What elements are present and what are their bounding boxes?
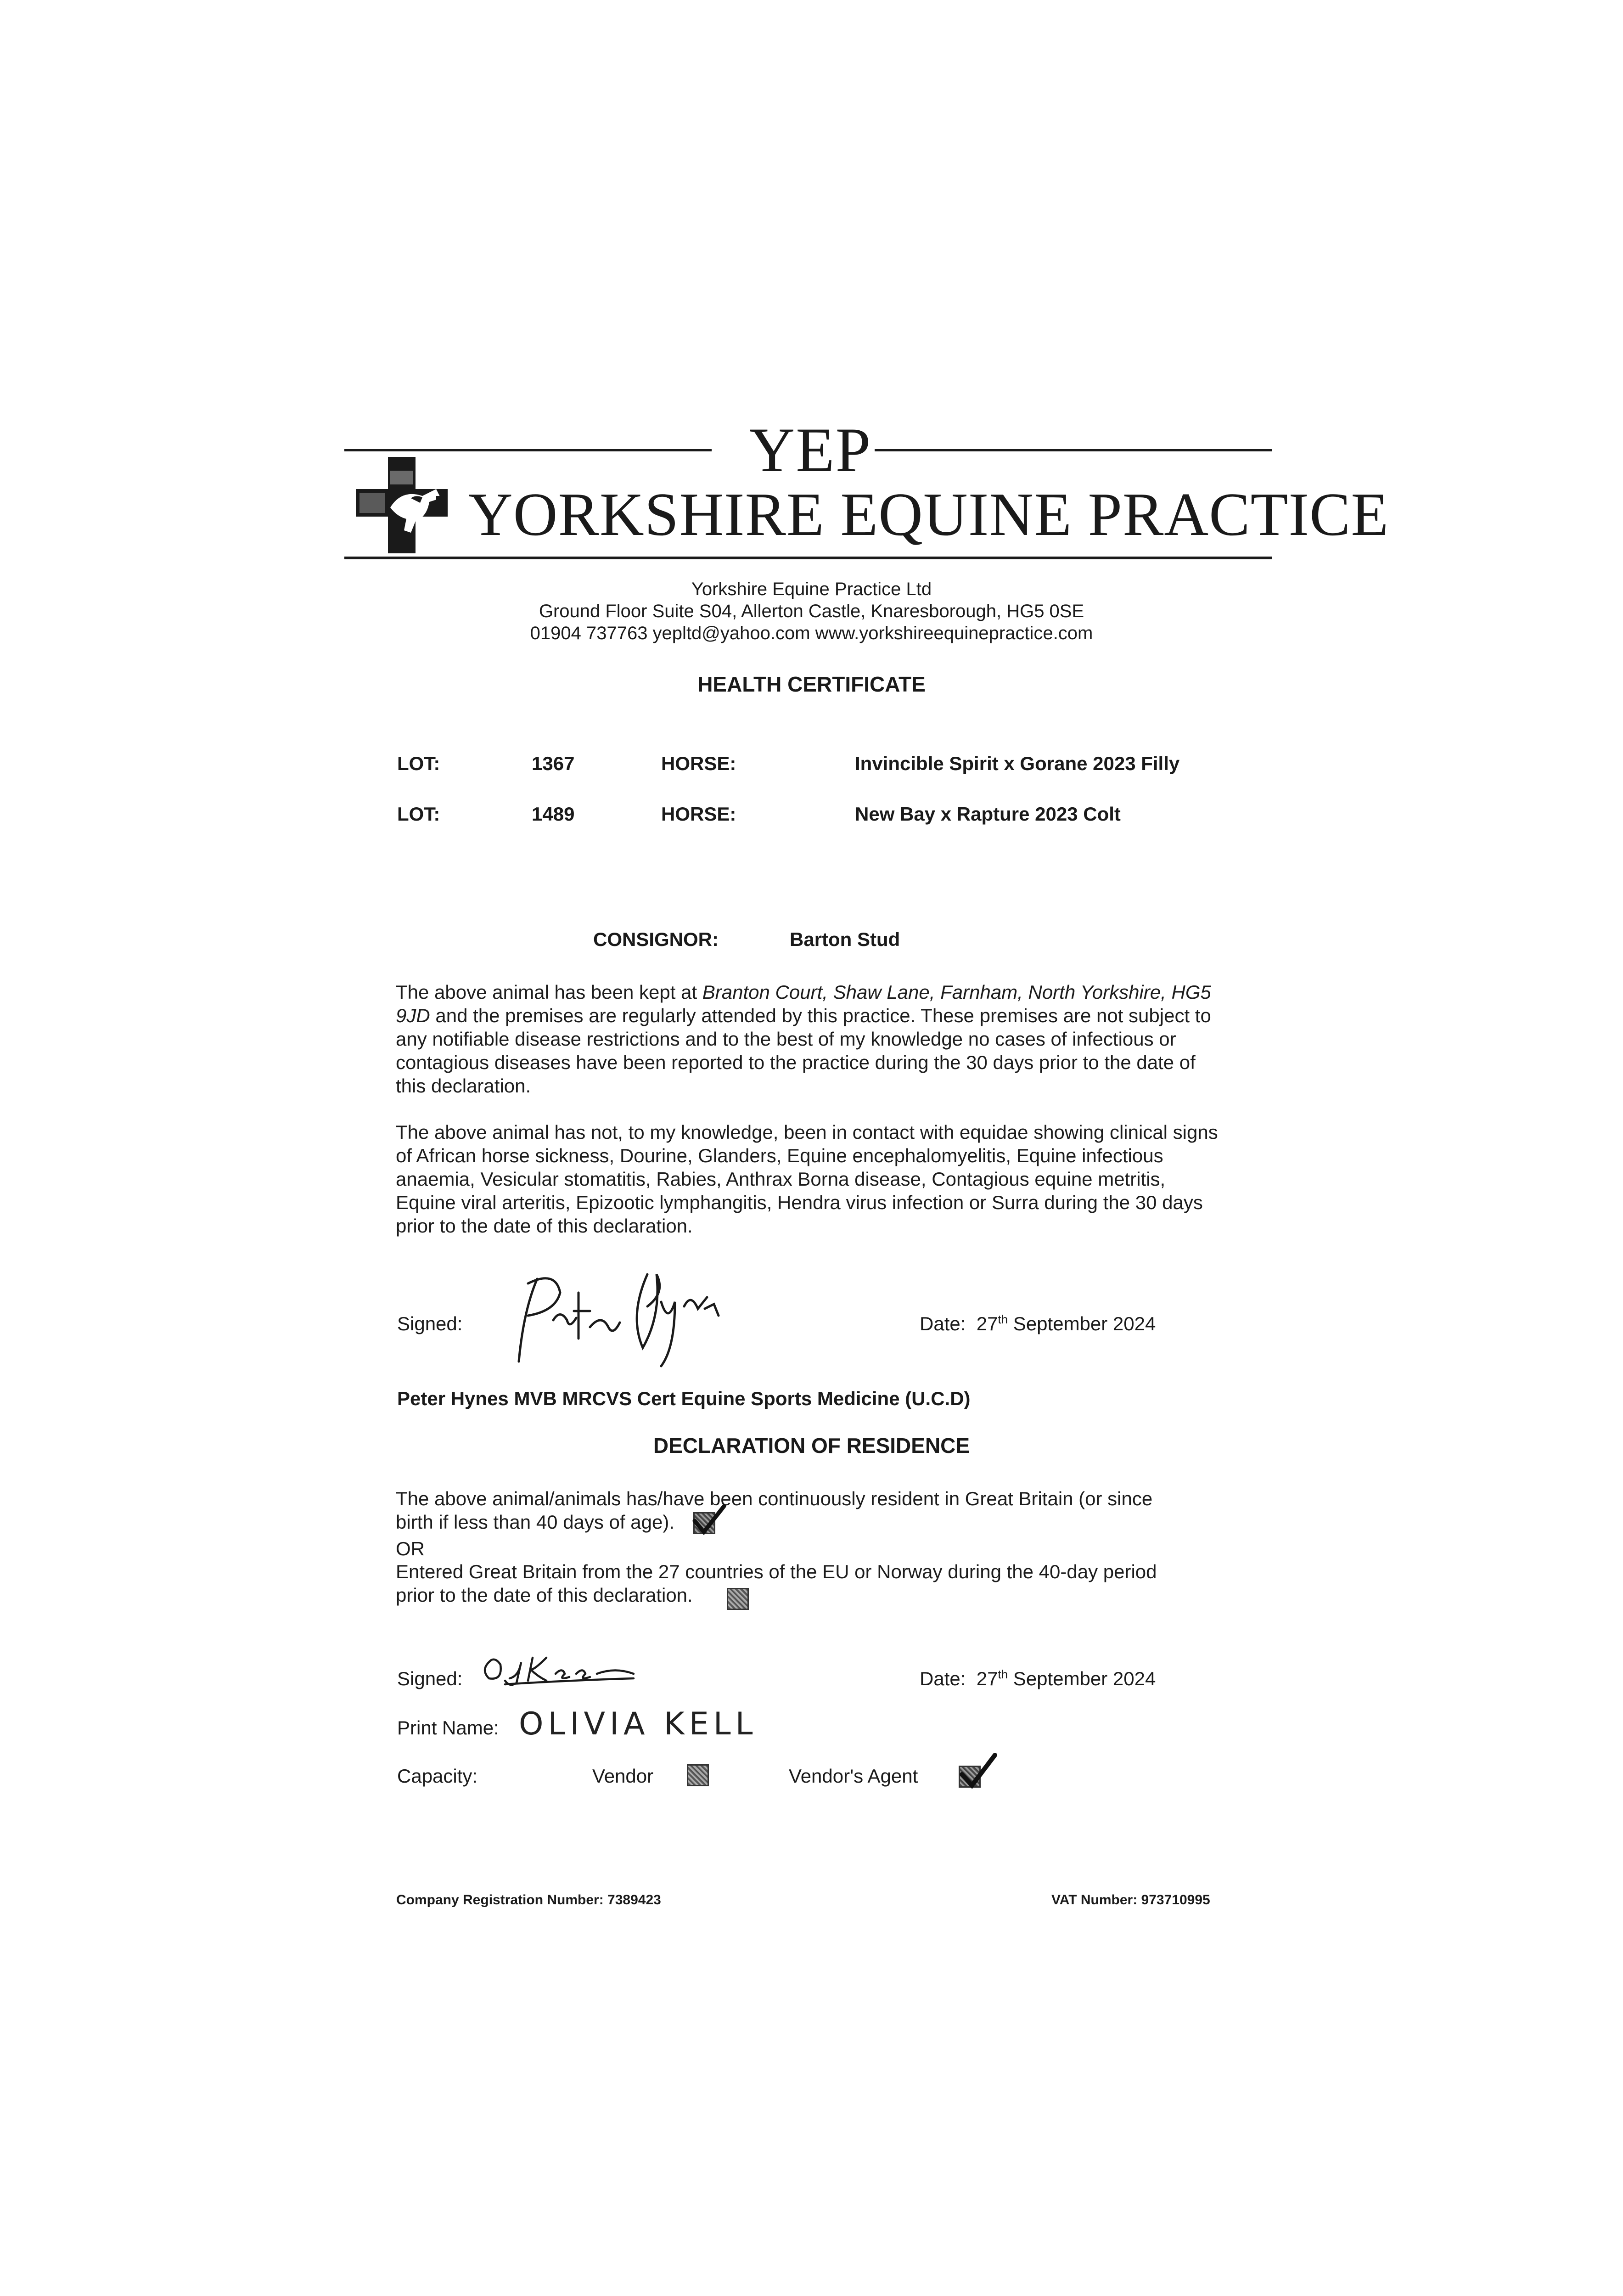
horse-label: HORSE: [661, 753, 736, 774]
agent-signed-label: Signed: [397, 1668, 463, 1689]
vet-date [920, 1311, 1156, 1337]
vendors-agent-label: Vendor's Agent [789, 1765, 918, 1787]
vendor-checkbox[interactable] [687, 1764, 709, 1786]
lot-label: LOT: [397, 803, 440, 825]
practice-name: YORKSHIRE EQUINE PRACTICE [468, 480, 1389, 548]
vet-signed-label: Signed: [397, 1313, 463, 1334]
agent-date [920, 1666, 1156, 1692]
vet-date-suffix: th [998, 1312, 1008, 1326]
vet-date-day: 27 [976, 1313, 998, 1334]
yep-short-name: YEP [749, 415, 872, 485]
premises-paragraph-prefix: The above animal has been kept at [396, 981, 702, 1003]
agent-date-day: 27 [976, 1668, 998, 1689]
letterhead-rule-bottom [344, 557, 1272, 559]
vat-number: VAT Number: 973710995 [1051, 1892, 1210, 1908]
or-label: OR [396, 1538, 425, 1559]
capacity-label: Capacity: [397, 1765, 478, 1787]
agent-date-label: Date: [920, 1668, 966, 1689]
residence-option-2-checkbox[interactable] [727, 1588, 749, 1610]
premises-location: Branton Court, Shaw Lane, Farnham, North Yorkshire, HG5 9JD [396, 981, 1211, 1026]
print-name-label: Print Name: [397, 1717, 499, 1739]
lot-number: 1367 [532, 753, 575, 774]
horse-name: Invincible Spirit x Gorane 2023 Filly [855, 753, 1180, 774]
residence-option-2: Entered Great Britain from the 27 countries of the EU or Norway during the 40-day period prior to the date of this declaration. [396, 1561, 1157, 1606]
agent-date-suffix: th [998, 1667, 1008, 1681]
vet-date-label: Date: [920, 1313, 966, 1334]
lot-label: LOT: [397, 753, 440, 774]
lot-number: 1489 [532, 803, 575, 825]
letterhead-rule-top-right [875, 449, 1272, 451]
premises-paragraph [396, 980, 1222, 1097]
vendors-agent-tick-icon [957, 1750, 999, 1792]
contact-paragraph: The above animal has not, to my knowledge, been in contact with equidae showing clinical signs of African horse sickness, Dourine, Glanders, Equine encephalomyelitis, Equine infectious anaemia, Vesicular stomatitis, Rabies, Anthrax Borna disease, Contagious equine metritis, Equine viral arteritis, Epizootic lymphangitis, Hendra virus infection or Surra during the 30 days prior to the date of this declaration. [396, 1121, 1218, 1237]
consignor-name: Barton Stud [790, 929, 900, 950]
vendor-label: Vendor [592, 1765, 654, 1787]
consignor-label: CONSIGNOR: [593, 929, 719, 950]
residence-title: DECLARATION OF RESIDENCE [653, 1434, 970, 1458]
agent-signature [477, 1649, 652, 1690]
horse-label: HORSE: [661, 803, 736, 825]
horse-name: New Bay x Rapture 2023 Colt [855, 803, 1121, 825]
vet-name: Peter Hynes MVB MRCVS Cert Equine Sports Medicine (U.C.D) [397, 1388, 971, 1409]
cross-horse-logo-icon [347, 452, 466, 558]
letterhead-rule-top-left [344, 449, 712, 451]
company-registration-number: Company Registration Number: 7389423 [396, 1892, 661, 1908]
vet-signature [510, 1265, 721, 1371]
vet-date-rest: September 2024 [1008, 1313, 1156, 1334]
residence-option-1-tick-icon [691, 1502, 728, 1538]
agent-date-rest: September 2024 [1008, 1668, 1156, 1689]
premises-paragraph-suffix: and the premises are regularly attended by this practice. These premises are not subject to any notifiable disease restrictions and to the best of my knowledge no cases of infectious or contagious diseases have been reported to the practice during the 30 days prior to the date of this declaration. [396, 1005, 1211, 1097]
company-address: Ground Floor Suite S04, Allerton Castle, Knaresborough, HG5 0SE [539, 601, 1084, 621]
company-contact: 01904 737763 yepltd@yahoo.com www.yorkshireequinepractice.com [530, 623, 1093, 643]
company-name: Yorkshire Equine Practice Ltd [691, 579, 932, 599]
print-name: OLIVIA KELL [519, 1706, 758, 1742]
residence-option-1: The above animal/animals has/have been continuously resident in Great Britain (or since birth if less than 40 days of age). [396, 1488, 1153, 1533]
health-certificate-title: HEALTH CERTIFICATE [697, 672, 926, 696]
